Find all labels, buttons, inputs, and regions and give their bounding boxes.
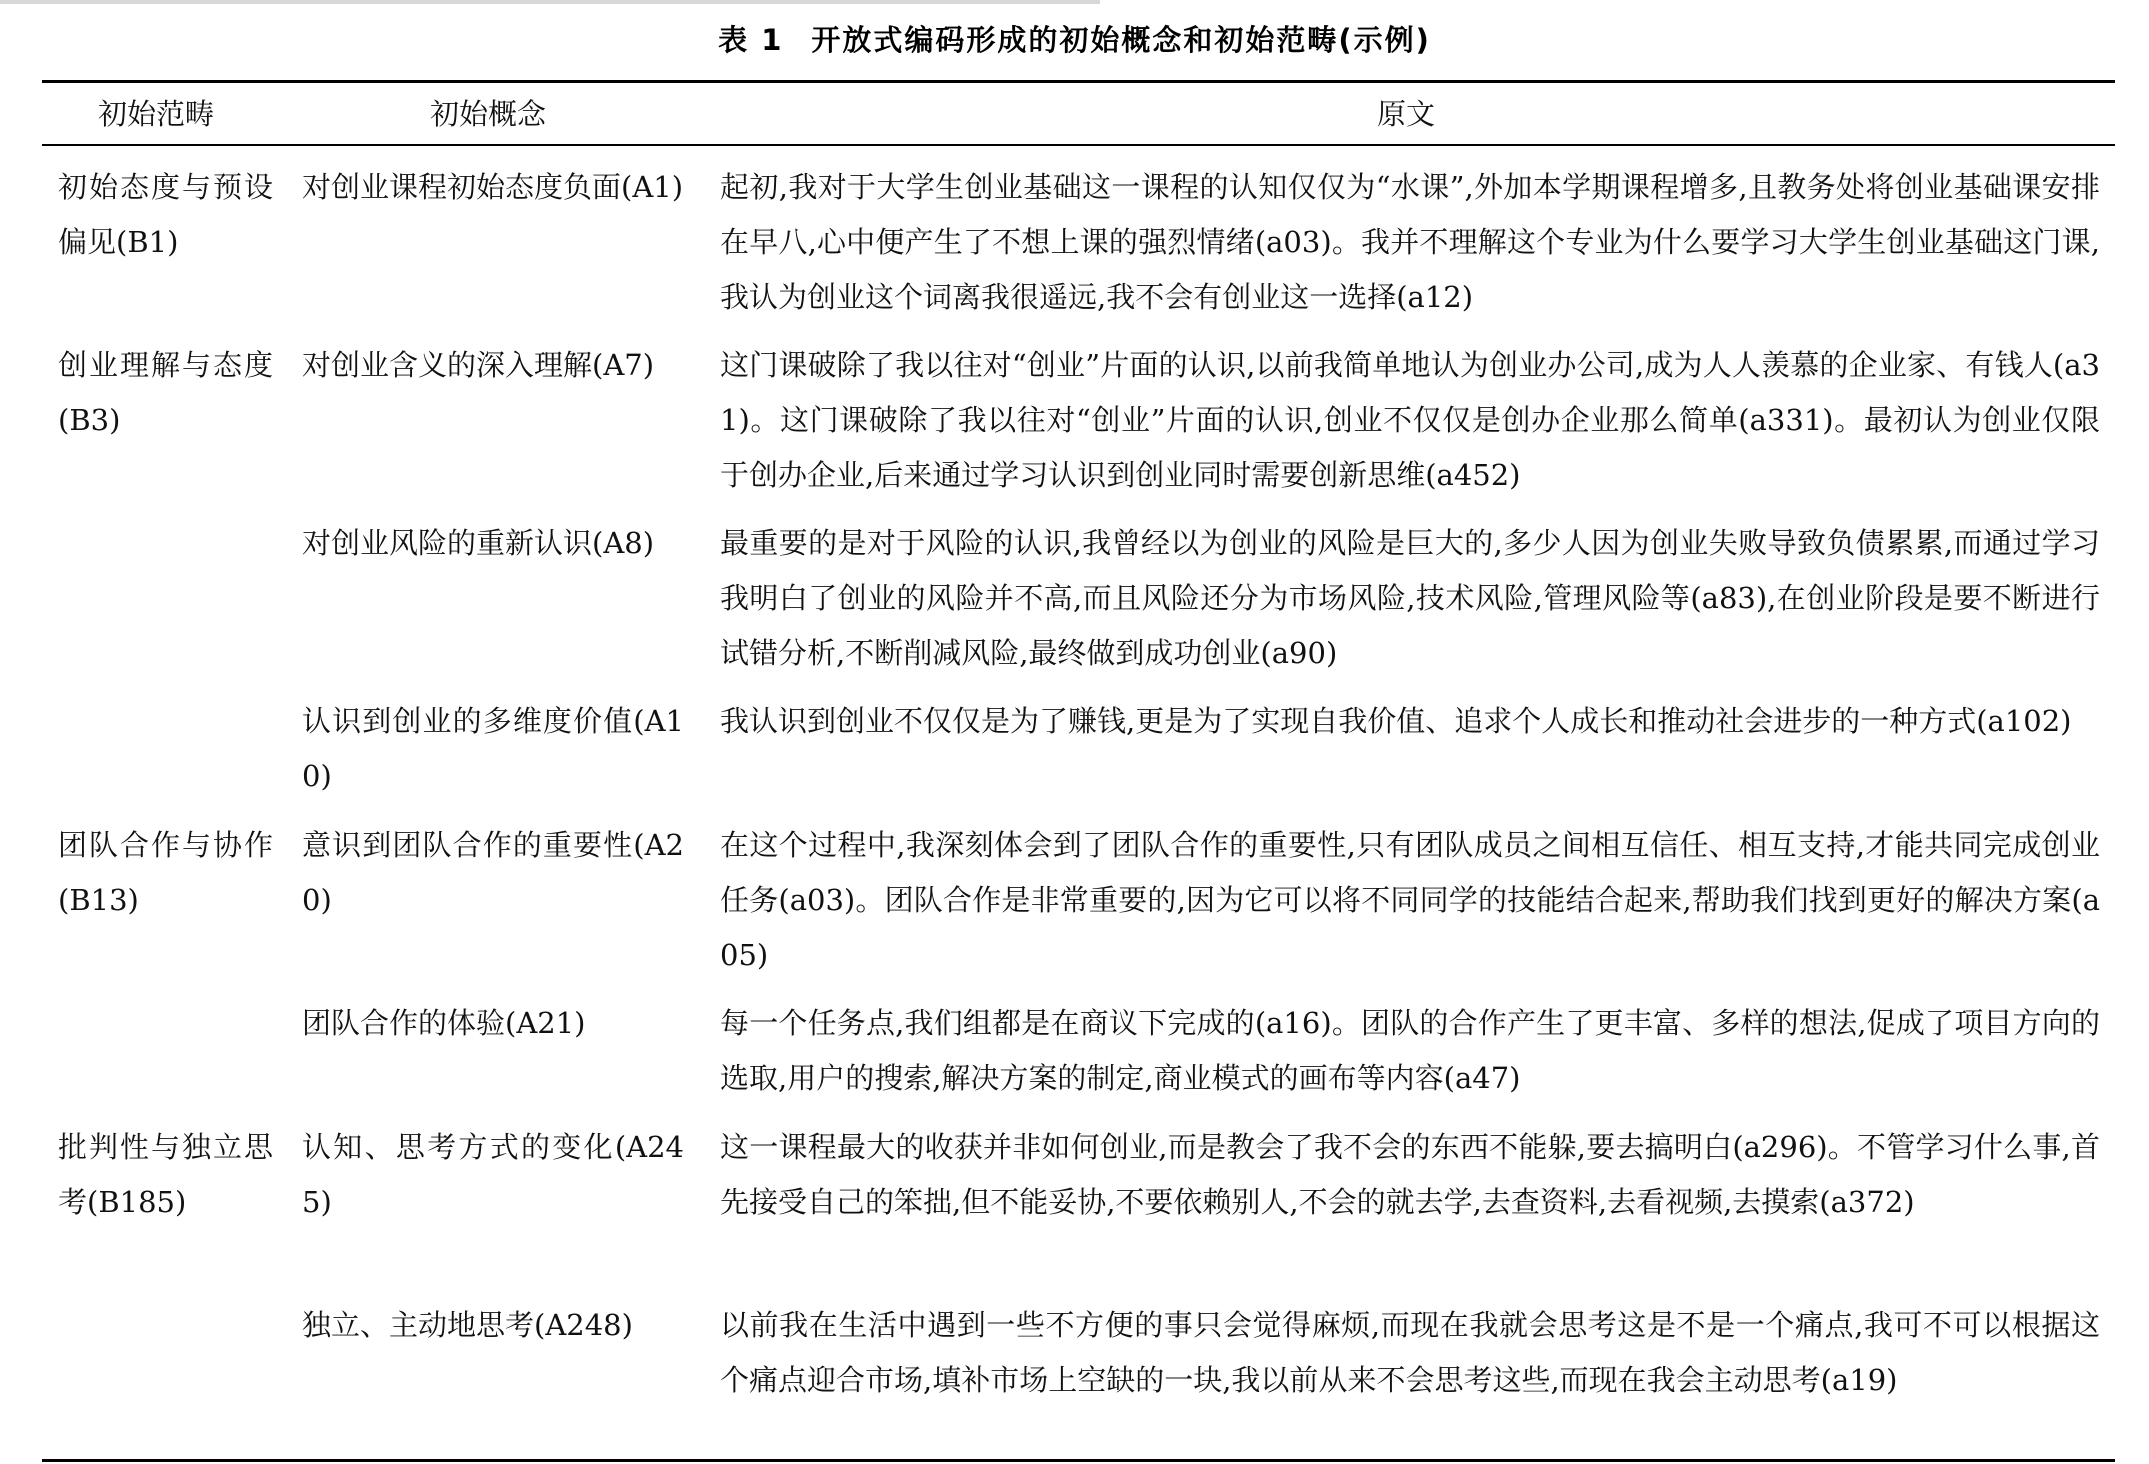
table-title: 开放式编码形成的初始概念和初始范畴(示例) [811,23,1431,57]
row-6-category: 批判性与独立思考(B185) [58,1130,273,1219]
header-source: 原文 [1377,97,1436,131]
row-4-category: 团队合作与协作(B13) [58,828,273,917]
table-number: 表 1 [718,23,784,57]
row-4-source: 在这个过程中,我深刻体会到了团队合作的重要性,只有团队成员之间相互信任、相互支持,才能共同完成创业任务(a03)。团队合作是非常重要的,因为它可以将不同同学的技能结合起来,帮助我们找到更好的解决方案(a05) [720,828,2100,972]
table-caption [0,18,2149,59]
row-5-concept: 团队合作的体验(A21) [302,1006,586,1040]
table-bottom-rule [42,1459,2115,1462]
row-7-concept: 独立、主动地思考(A248) [302,1308,633,1342]
row-6-source: 这一课程最大的收获并非如何创业,而是教会了我不会的东西不能躲,要去搞明白(a296)。不管学习什么事,首先接受自己的笨拙,但不能妥协,不要依赖别人,不会的就去学,去查资料,去看视频,去摸索(a372) [720,1130,2100,1219]
row-7-source: 以前我在生活中遇到一些不方便的事只会觉得麻烦,而现在我就会思考这是不是一个痛点,我可不可以根据这个痛点迎合市场,填补市场上空缺的一块,我以前从来不会思考这些,而现在我会主动思考(a19) [720,1308,2100,1397]
row-4-concept: 意识到团队合作的重要性(A20) [302,828,684,917]
row-0-concept: 对创业课程初始态度负面(A1) [302,170,684,204]
scan-top-edge [0,0,1100,4]
table-header-rule [42,144,2115,146]
row-2-concept: 对创业风险的重新认识(A8) [302,526,655,560]
header-concept: 初始概念 [430,97,547,131]
row-3-source: 我认识到创业不仅仅是为了赚钱,更是为了实现自我价值、追求个人成长和推动社会进步的一种方式(a102) [720,704,2072,738]
row-2-source: 最重要的是对于风险的认识,我曾经以为创业的风险是巨大的,多少人因为创业失败导致负债累累,而通过学习我明白了创业的风险并不高,而且风险还分为市场风险,技术风险,管理风险等(a83),在创业阶段是要不断进行试错分析,不断削减风险,最终做到成功创业(a90) [720,526,2100,670]
row-3-concept: 认识到创业的多维度价值(A10) [302,704,684,793]
row-1-source: 这门课破除了我以往对“创业”片面的认识,以前我简单地认为创业办公司,成为人人羡慕的企业家、有钱人(a31)。这门课破除了我以往对“创业”片面的认识,创业不仅仅是创办企业那么简单(a331)。最初认为创业仅限于创办企业,后来通过学习认识到创业同时需要创新思维(a452) [720,348,2100,492]
row-6-concept: 认知、思考方式的变化(A245) [302,1130,684,1219]
row-0-source: 起初,我对于大学生创业基础这一课程的认知仅仅为“水课”,外加本学期课程增多,且教务处将创业基础课安排在早八,心中便产生了不想上课的强烈情绪(a03)。我并不理解这个专业为什么要学习大学生创业基础这门课,我认为创业这个词离我很遥远,我不会有创业这一选择(a12) [720,170,2100,314]
row-1-category: 创业理解与态度(B3) [58,348,273,437]
row-1-concept: 对创业含义的深入理解(A7) [302,348,655,382]
row-0-category: 初始态度与预设偏见(B1) [58,170,273,259]
row-5-source: 每一个任务点,我们组都是在商议下完成的(a16)。团队的合作产生了更丰富、多样的想法,促成了项目方向的选取,用户的搜索,解决方案的制定,商业模式的画布等内容(a47) [720,1006,2100,1095]
table-header [42,86,2115,142]
header-category: 初始范畴 [98,97,215,131]
table-top-rule [42,80,2115,83]
